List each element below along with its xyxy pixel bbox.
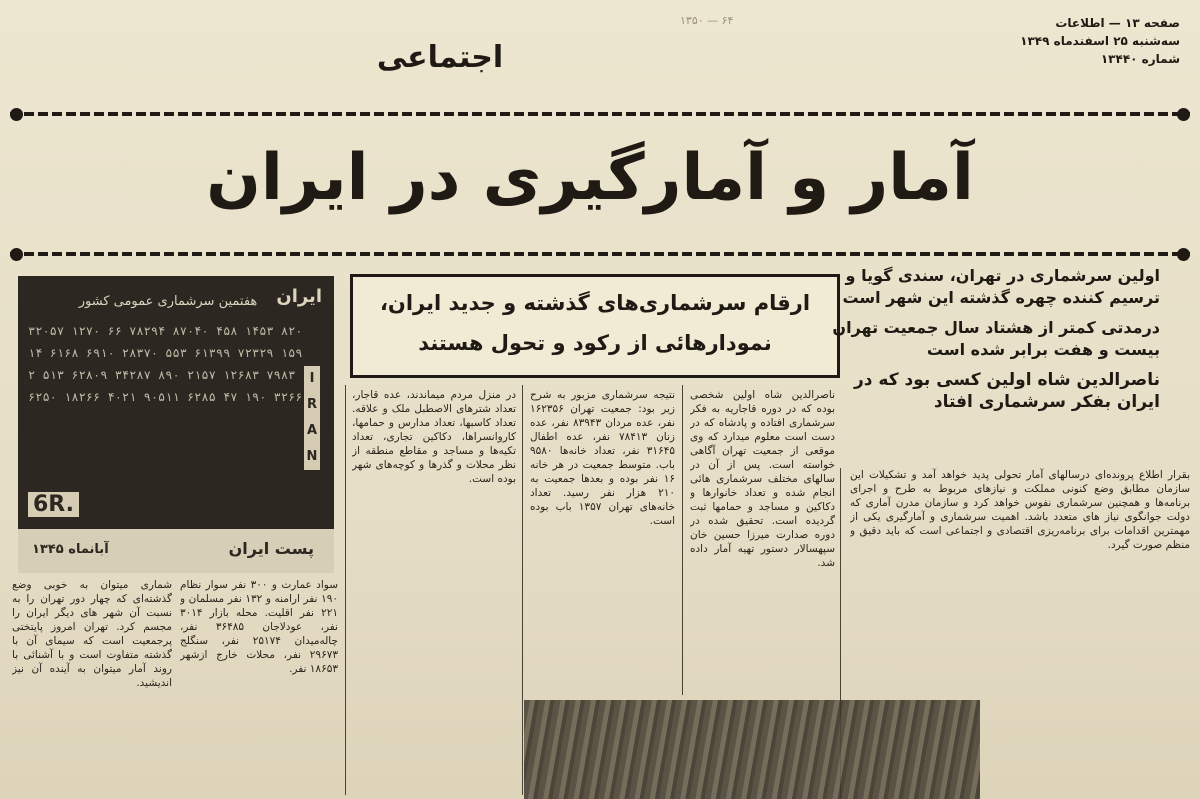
middle-rule bbox=[10, 252, 1190, 256]
deck-headlines bbox=[830, 265, 1160, 413]
stamp-digits: ۳۲۰۵۷ ۱۲۷۰ ۶۶ ۷۸۲۹۴ ۸۷۰۴۰ ۴۵۸ ۱۴۵۳ ۸۲۰۱۴ ۶۱۶۸ ۶۹۱۰ ۲۸۳۷۰ ۵۵۳ ۶۱۳۹۹ ۷۲۳۲۹ ۱۵۹۲ ۵۱۳ ۶۲۸۰۹ ۳۴۲۸۷ ۸۹۰ ۲۱۵۷ ۱۲۶۸۳ ۷۹۸۳ ۶۲۵۰ ۱۸۲۶۶ ۴۰۲۱ ۹۰۵۱۱ ۶۲۸۵ ۴۷ ۱۹۰ ۳۲۶۶ bbox=[28, 324, 303, 404]
stamp-banner: هفتمین سرشماری عمومی کشور bbox=[78, 294, 258, 309]
postage-stamp-image bbox=[18, 276, 334, 573]
rule-dot bbox=[1177, 248, 1190, 261]
section-title: اجتماعی bbox=[376, 40, 504, 75]
rule-dot bbox=[1177, 108, 1190, 121]
subheadline-line-2: نمودارهائی از رکود و تحول هستند bbox=[418, 331, 772, 355]
column-text: بقرار اطلاع پرونده‌ای درسالهای آمار تحولی پدید خواهد آمد و تشکیلات این سازمان مطابق وضع کنونی مملکت و نیازهای مربوط به طرح و اجرای برنامه‌ها و همچنین سرشماری نفوس خواهد کرد و سازمان مدرن آماری که دولت جوانگوی نیاز های متعدد باشد. اهمیت سرشماری و آمارگیری یکی از مهمترین اقدامات برای برنامه‌ریزی اقتصادی و اجتماعی است که باید دقیق و منظم صورت گیرد. bbox=[850, 469, 1190, 551]
column-text: شماری میتوان به خوبی وضع گذشته‌ای که چهار دور تهران را به نسبت آن شهر های دیگر ایران را مجسم کرد. تهران امروز پایتختی پرجمعیت است که سیمای آن با گذشته متفاوت است و با آشنائی با روند آمار میتوان به آینده آن نیز اندیشید. bbox=[12, 579, 172, 689]
deck-item: درمدتی کمتر از هشتاد سال جمعیت تهران بیست و هفت برابر شده است bbox=[832, 318, 1160, 359]
rule-dot bbox=[10, 108, 23, 121]
subheadline-line-1: ارقام سرشماری‌های گذشته و جدید ایران، bbox=[379, 291, 811, 315]
city-photo bbox=[524, 700, 980, 799]
stamp-footer bbox=[18, 529, 334, 573]
article-column-mid-left bbox=[530, 388, 675, 693]
stamp-letter: R bbox=[306, 397, 317, 412]
issue-date: سه‌شنبه ۲۵ اسفندماه ۱۳۴۹ bbox=[1020, 34, 1180, 48]
article-column-bottom-a bbox=[180, 578, 338, 793]
stamp-vertical-letters bbox=[304, 366, 320, 470]
article-column-left-upper bbox=[352, 388, 516, 788]
column-text: ناصرالدین شاه اولین شخصی بوده که در دوره قاجاریه به فکر سرشماری افتاده و پادشاه که در دست است معلوم میدارد که وی موقعی از جمعیت تهران آگاهی خواسته است. پس از آن در سالهای مختلف سرشماری هائی انجام شده و تعداد خانوارها و دکاکین و مساجد و حمامها ثبت گردیده است. تحقیق شده در دوره صدارت میرزا حسین خان سپهسالار دستور تهیه آمار داده شد. bbox=[690, 389, 835, 569]
stamp-letter: I bbox=[309, 371, 315, 386]
stamp-letter: A bbox=[306, 423, 318, 438]
main-headline: آمار و آمارگیری در ایران bbox=[206, 141, 974, 215]
page-number-label: صفحه ۱۳ — اطلاعات bbox=[1055, 16, 1180, 30]
page-header-info bbox=[980, 14, 1180, 68]
subheadline-box bbox=[350, 274, 840, 378]
stamp-post-label: پست ایران bbox=[228, 539, 314, 558]
issue-number: شماره ۱۳۴۴۰ bbox=[1100, 52, 1180, 66]
stamp-value: 6R. bbox=[28, 492, 79, 517]
deck-item: اولین سرشماری در تهران، سندی گویا و ترسیم کننده چهره گذشته این شهر است bbox=[842, 266, 1160, 307]
column-separator bbox=[682, 385, 683, 695]
article-column-bottom-b bbox=[12, 578, 172, 793]
column-text: نتیجه سرشماری مزبور به شرح زیر بود: جمعیت تهران ۱۶۲۳۵۶ نفر، عده مردان ۸۳۹۴۳ نفر، عده زنان ۷۸۴۱۳ نفر، عده اطفال ۳۱۶۴۵ نفر، تعداد خانه‌ها ۹۵۸۰ باب. متوسط جمعیت در هر خانه ۱۶ نفر بوده و بعدها جمعیت به ۲۱۰ هزار نفر رسید. تعداد خانه‌های تهران ۱۳۵۷ باب بوده است. bbox=[530, 389, 675, 527]
column-text: در منزل مردم میماندند، عده قاجار، تعداد شترهای الاصطبل ملک و علاقه. تعداد کاسبها، تعداد مدارس و حمامها، کاروانسراها، دکاکین تجاری، تعداد تکیه‌ها و مساجد و مقاطع منطقه از نظر محلات و گذرها و کوچه‌های شهر بوده است. bbox=[352, 389, 516, 485]
stamp-letter: N bbox=[306, 449, 318, 464]
deck-item: ناصرالدین شاه اولین کسی بود که در ایران بفکر سرشماری افتاد bbox=[854, 370, 1160, 412]
stamp-brand: ایران bbox=[276, 286, 322, 307]
column-text: سواد عمارت و ۳۰۰ نفر سوار نظام ۱۹۰ نفر ارامنه و ۱۳۲ نفر مسلمان و ۲۲۱ نفر اقلیت. محله بازار ۳۰۱۴ نفر، عودلاجان ۳۶۴۸۵ نفر، چاله‌میدان ۲۵۱۷۴ نفر، سنگلج ۲۹۶۷۳ نفر، محلات خارج ازشهر ۱۸۶۵۳ نفر. bbox=[180, 579, 338, 675]
stamp-post-date: آبانماه ۱۳۴۵ bbox=[32, 542, 109, 557]
rule-dot bbox=[10, 248, 23, 261]
article-column-mid-right bbox=[690, 388, 835, 693]
faint-top-note: ۱۳۵۰ — ۶۴ bbox=[680, 14, 734, 27]
column-separator bbox=[522, 385, 523, 795]
top-rule bbox=[10, 112, 1190, 116]
column-separator bbox=[345, 385, 346, 795]
